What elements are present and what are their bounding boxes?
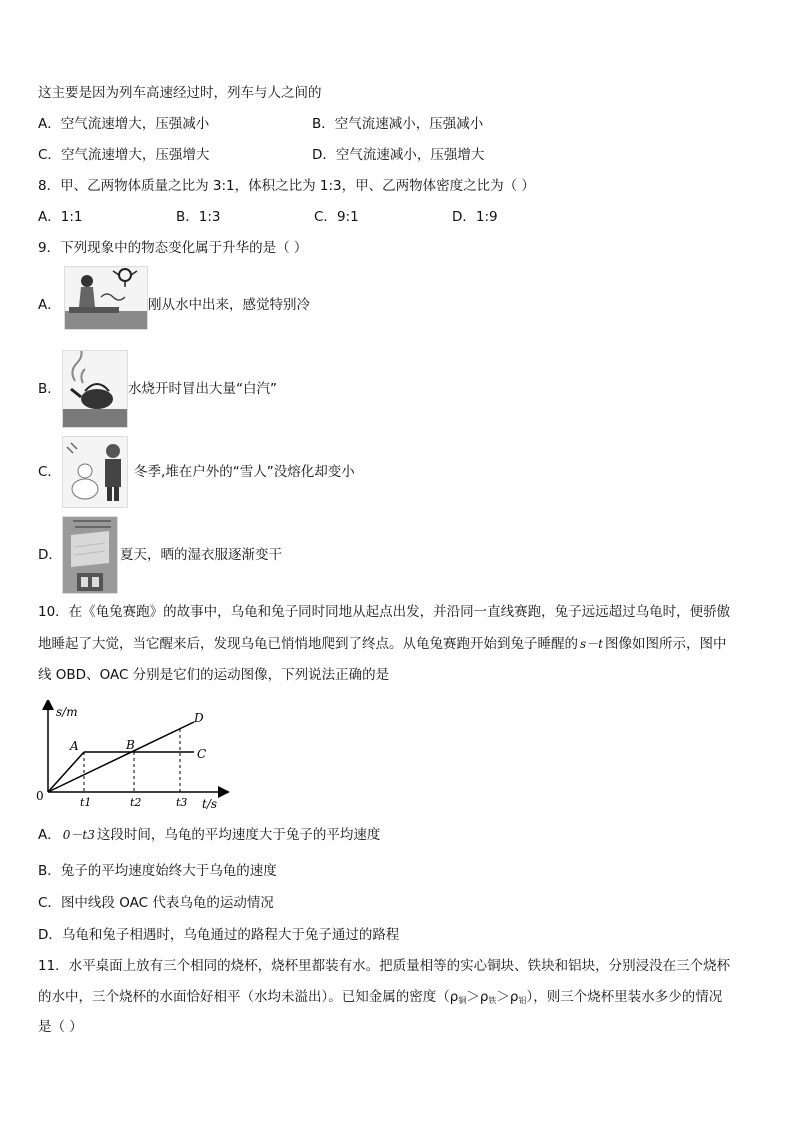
swimmer-illustration-icon: [64, 266, 148, 330]
option-letter: B．: [176, 209, 199, 225]
point-c-label: C: [197, 747, 207, 761]
q7-option-d[interactable]: [312, 146, 484, 164]
stem-text: ），则三个烧杯里装水多少的情况: [526, 989, 723, 1005]
x-axis-label: t/s: [202, 797, 218, 811]
option-letter: C．: [314, 209, 337, 225]
option-text: 图中线段 OAC 代表乌龟的运动情况: [60, 895, 274, 911]
option-letter: D．: [312, 147, 336, 163]
q7-option-c[interactable]: [38, 146, 209, 164]
option-text: 空气流速减小，压强减小: [334, 116, 484, 132]
subscript-copper: 铜: [458, 996, 467, 1005]
q10-stem-line1: 10．在《龟兔赛跑》的故事中，乌龟和兔子同时同地从起点出发，并沿同一直线赛跑，兔子远远超过乌龟时，便骄傲: [38, 604, 731, 620]
q11-stem-line3: 是（ ）: [38, 1019, 83, 1035]
option-text: 1:3: [198, 209, 221, 225]
drying-clothes-illustration-icon: [62, 516, 118, 594]
option-letter: C．: [38, 895, 61, 911]
option-letter: A．: [38, 827, 61, 843]
st-graph: [34, 700, 230, 812]
q9-option-c-letter[interactable]: C．: [38, 464, 61, 480]
q9-option-b-letter[interactable]: B．: [38, 381, 61, 397]
greater-than: ＞ρ: [496, 989, 519, 1005]
subscript-aluminum: 铝: [518, 996, 527, 1005]
q10-option-c[interactable]: [38, 894, 274, 912]
point-b-label: B: [126, 738, 135, 752]
kettle-illustration-icon: [62, 350, 128, 428]
q7-option-b[interactable]: [312, 115, 483, 133]
line-obd: [48, 722, 194, 792]
q9-option-a-letter[interactable]: A．: [38, 297, 61, 313]
stem-text: 的水中，三个烧杯的水面恰好相平（水均未溢出）。已知金属的密度（ρ: [38, 989, 459, 1005]
option-text: 兔子的平均速度始终大于乌龟的速度: [60, 863, 277, 879]
point-d-label: D: [194, 711, 204, 725]
origin-label: 0: [36, 789, 44, 803]
option-text: 这段时间，乌龟的平均速度大于兔子的平均速度: [96, 827, 381, 843]
q8-option-b[interactable]: [176, 208, 221, 226]
q8-option-d[interactable]: [452, 208, 498, 226]
q8-option-c[interactable]: [314, 208, 359, 226]
line-oa: [48, 752, 84, 792]
q10-option-b[interactable]: [38, 862, 277, 880]
point-a-label: A: [70, 739, 79, 753]
option-letter: B．: [312, 116, 335, 132]
tick-t1: t1: [80, 796, 92, 809]
q8-option-a[interactable]: [38, 208, 82, 226]
q9-option-c-text: 冬季,堆在户外的“雪人”没熔化却变小: [134, 464, 355, 480]
option-text: 乌龟和兔子相遇时，乌龟通过的路程大于兔子通过的路程: [61, 927, 400, 943]
option-text: 空气流速增大，压强增大: [60, 147, 210, 163]
option-letter: A．: [38, 209, 61, 225]
q11-stem-line1: 11．水平桌面上放有三个相同的烧杯，烧杯里都装有水。把质量相等的实心铜块、铁块和铝块，分别浸没在三个烧杯: [38, 958, 731, 974]
q9-option-b-text: 水烧开时冒出大量“白汽”: [128, 381, 277, 397]
stem-text: 地睡起了大觉，当它醒来后，发现乌龟已悄悄地爬到了终点。从龟兔赛跑开始到兔子睡醒的: [38, 636, 578, 652]
option-text: 1:9: [475, 209, 498, 225]
tick-t2: t2: [130, 796, 142, 809]
q9-option-d-letter[interactable]: D．: [38, 547, 62, 563]
subscript-iron: 铁: [488, 996, 497, 1005]
q11-stem-line2: [38, 988, 722, 1010]
greater-than: ＞ρ: [466, 989, 489, 1005]
option-text: 9:1: [336, 209, 359, 225]
option-text: 1:1: [60, 209, 83, 225]
q10-option-d[interactable]: [38, 926, 399, 944]
q10-stem-line3: 线 OBD、OAC 分别是它们的运动图像，下列说法正确的是: [38, 667, 390, 683]
snowman-illustration-icon: [62, 436, 128, 508]
q9-stem: 9．下列现象中的物态变化属于升华的是（ ）: [38, 240, 308, 256]
question-stem-continuation: 这主要是因为列车高速经过时，列车与人之间的: [38, 85, 322, 101]
option-text: 空气流速减小，压强增大: [335, 147, 485, 163]
q9-option-d-text: 夏天，晒的湿衣服逐渐变干: [120, 547, 282, 563]
q10-stem-line2: [38, 635, 726, 653]
st-math: s－t: [580, 637, 603, 651]
option-letter: C．: [38, 147, 61, 163]
q8-stem: 8．甲、乙两物体质量之比为 3:1，体积之比为 1:3，甲、乙两物体密度之比为（ ）: [38, 178, 535, 194]
q9-option-a-text: 刚从水中出来，感觉特别冷: [148, 297, 310, 313]
option-letter: D．: [452, 209, 476, 225]
tick-t3: t3: [176, 796, 188, 809]
option-letter: B．: [38, 863, 61, 879]
option-letter: D．: [38, 927, 62, 943]
option-letter: A．: [38, 116, 61, 132]
option-text: 空气流速增大，压强减小: [60, 116, 210, 132]
y-axis-label: s/m: [56, 705, 78, 719]
q7-option-a[interactable]: [38, 115, 209, 133]
time-range-math: 0－t3: [62, 828, 95, 842]
stem-text: 图像如图所示，图中: [604, 636, 727, 652]
q10-option-a[interactable]: [38, 826, 380, 844]
